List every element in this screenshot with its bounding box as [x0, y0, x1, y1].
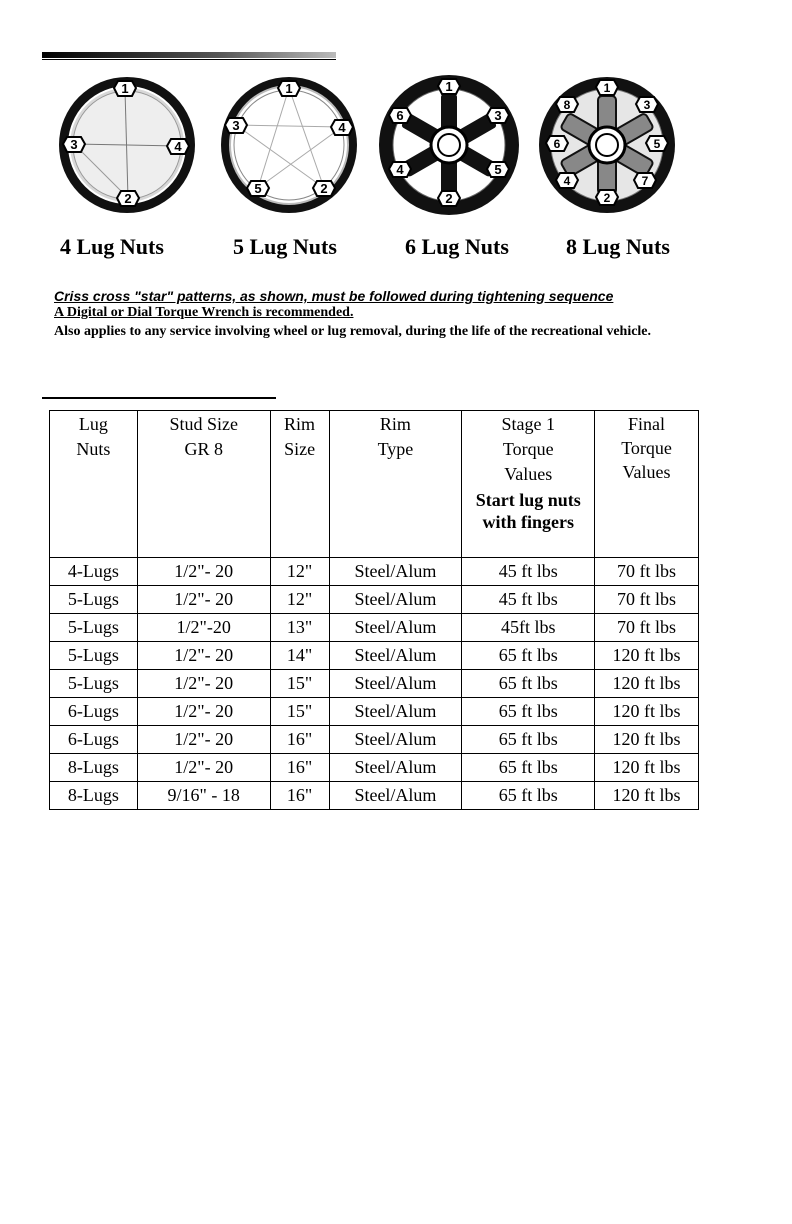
table-row: 5-Lugs 1/2"-20 13" Steel/Alum 45ft lbs 70 ft lbs [50, 614, 699, 642]
svg-text:3: 3 [232, 118, 240, 133]
lug-2 [596, 190, 618, 205]
note-applies: Also applies to any service involving wheel or lug removal, during the life of the recreational vehicle. [54, 324, 652, 339]
svg-text:1: 1 [285, 81, 293, 96]
lug-3 [487, 108, 509, 123]
svg-text:5: 5 [254, 181, 262, 196]
svg-text:5: 5 [494, 162, 502, 177]
header-stud-size: Stud Size GR 8 [137, 411, 270, 558]
lug-2 [438, 191, 460, 206]
header-stage1-torque: Stage 1 Torque Values Start lug nuts with fingers [462, 411, 595, 558]
label-5-lug: 5 Lug Nuts [233, 234, 337, 259]
lug-4 [331, 120, 353, 135]
header-lug-nuts: Lug Nuts [50, 411, 138, 558]
note-torque-wrench: A Digital or Dial Torque Wrench is recommended. [54, 305, 354, 320]
lug-6 [546, 136, 568, 151]
svg-text:7: 7 [641, 174, 649, 188]
lug-3 [225, 118, 247, 133]
header-rim-size: Rim Size [270, 411, 329, 558]
lug-5 [247, 181, 269, 196]
wheel-4-lug-diagram [52, 70, 202, 220]
header-rim-type: Rim Type [329, 411, 462, 558]
svg-text:2: 2 [124, 191, 132, 206]
table-row: 8-Lugs 1/2"- 20 16" Steel/Alum 65 ft lbs 120 ft lbs [50, 754, 699, 782]
lug-8 [556, 97, 578, 112]
header-final-torque: Final Torque Values [595, 411, 699, 558]
svg-text:3: 3 [70, 137, 78, 152]
svg-text:2: 2 [320, 181, 328, 196]
label-4-lug: 4 Lug Nuts [60, 234, 164, 259]
wheel-8-lug-diagram [532, 70, 682, 220]
header-bar [42, 52, 336, 58]
svg-text:1: 1 [603, 81, 611, 95]
svg-text:2: 2 [445, 191, 453, 206]
table-row: 5-Lugs 1/2"- 20 15" Steel/Alum 65 ft lbs 120 ft lbs [50, 670, 699, 698]
lug-3 [63, 137, 85, 152]
svg-text:1: 1 [121, 81, 129, 96]
wheel-5-lug-diagram [214, 70, 364, 220]
table-row: 5-Lugs 1/2"- 20 14" Steel/Alum 65 ft lbs 120 ft lbs [50, 642, 699, 670]
svg-text:4: 4 [338, 120, 346, 135]
lug-5 [487, 162, 509, 177]
svg-text:4: 4 [563, 174, 571, 188]
lug-4 [389, 162, 411, 177]
lug-4 [556, 173, 578, 188]
table-row: 5-Lugs 1/2"- 20 12" Steel/Alum 45 ft lbs 70 ft lbs [50, 586, 699, 614]
header-rule [42, 59, 336, 60]
svg-text:2: 2 [603, 191, 611, 205]
lug-2 [313, 181, 335, 196]
lug-1 [438, 79, 460, 94]
section-rule [42, 397, 276, 399]
svg-text:1: 1 [445, 79, 453, 94]
lug-1 [278, 81, 300, 96]
lug-5 [646, 136, 668, 151]
svg-text:5: 5 [653, 137, 661, 151]
svg-text:8: 8 [563, 98, 571, 112]
lug-4 [167, 139, 189, 154]
table-row: 6-Lugs 1/2"- 20 15" Steel/Alum 65 ft lbs 120 ft lbs [50, 698, 699, 726]
label-8-lug: 8 Lug Nuts [566, 234, 670, 259]
lug-1 [596, 80, 618, 95]
wheel-6-lug-diagram [374, 70, 524, 220]
lug-1 [114, 81, 136, 96]
svg-text:3: 3 [494, 108, 502, 123]
label-6-lug: 6 Lug Nuts [405, 234, 509, 259]
lug-2 [117, 191, 139, 206]
svg-text:4: 4 [174, 139, 182, 154]
svg-text:3: 3 [643, 98, 651, 112]
lug-3 [636, 97, 658, 112]
table-row: 4-Lugs 1/2"- 20 12" Steel/Alum 45 ft lbs 70 ft lbs [50, 558, 699, 586]
table-header-row [50, 411, 699, 558]
torque-table [49, 410, 699, 810]
svg-text:4: 4 [396, 162, 404, 177]
lug-7 [634, 173, 656, 188]
svg-text:6: 6 [396, 108, 404, 123]
note-star-pattern: Criss cross "star" patterns, as shown, must be followed during tightening sequence [54, 288, 614, 304]
table-row: 8-Lugs 9/16" - 18 16" Steel/Alum 65 ft lbs 120 ft lbs [50, 782, 699, 810]
svg-text:6: 6 [553, 137, 561, 151]
lug-6 [389, 108, 411, 123]
table-row: 6-Lugs 1/2"- 20 16" Steel/Alum 65 ft lbs 120 ft lbs [50, 726, 699, 754]
